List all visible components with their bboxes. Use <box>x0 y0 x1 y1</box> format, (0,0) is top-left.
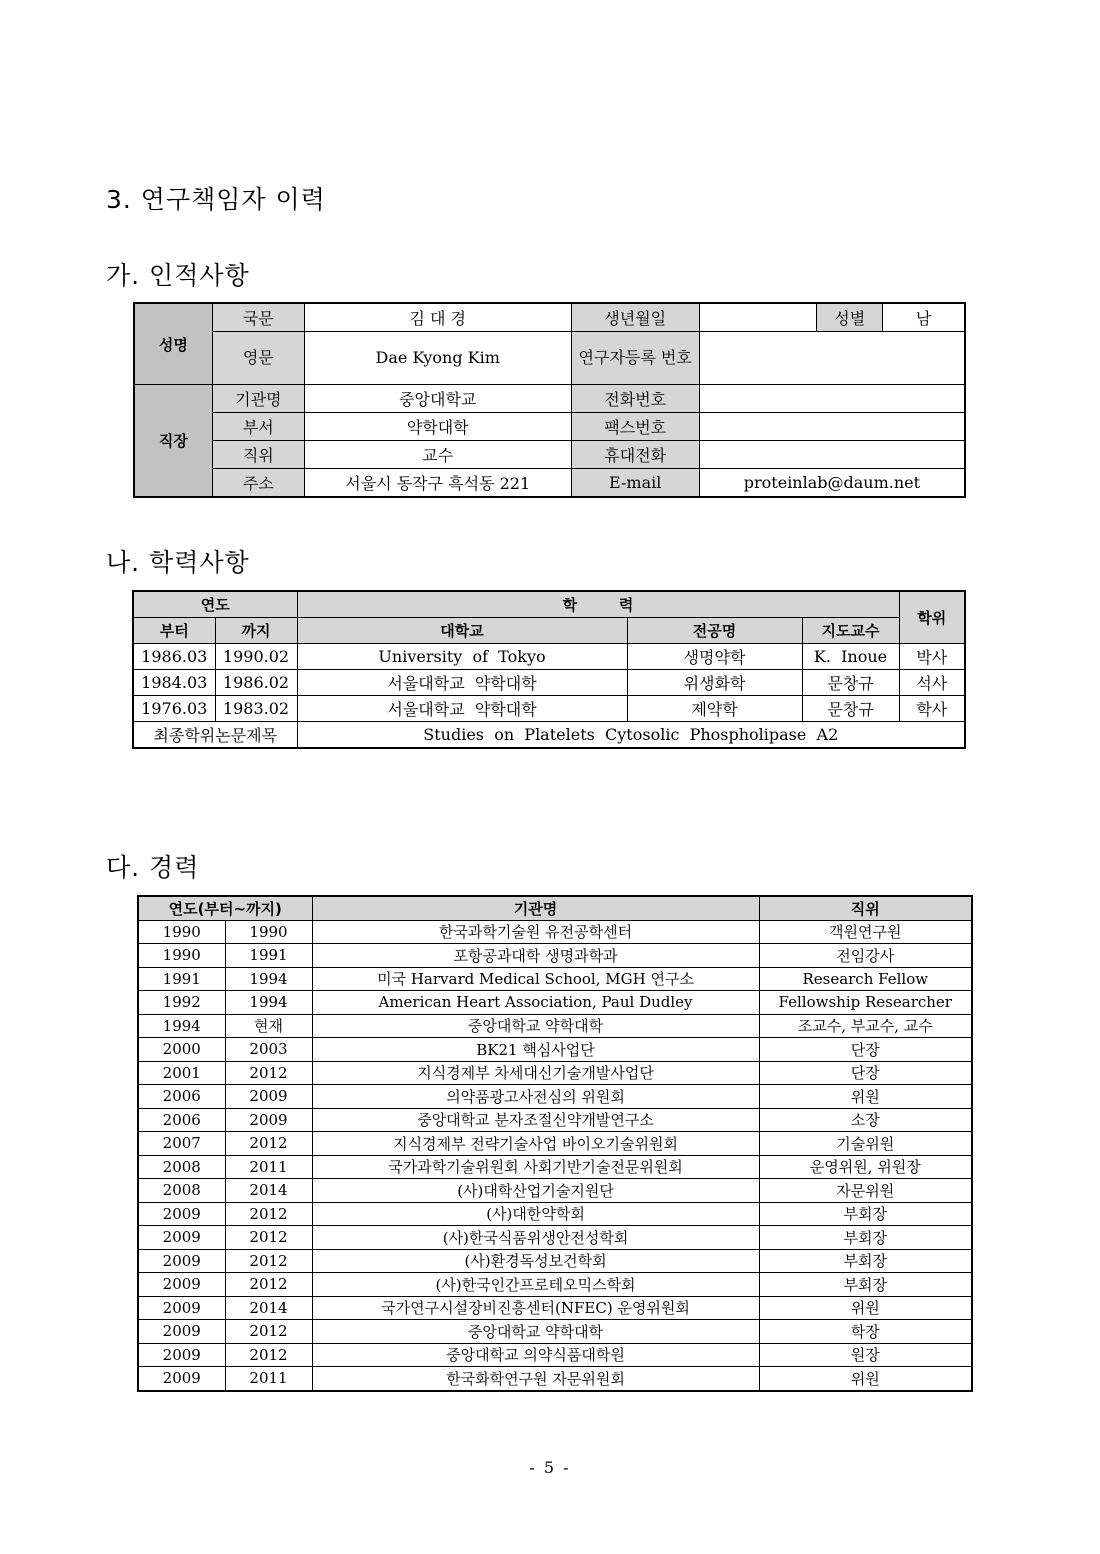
birth-date-value <box>699 303 816 332</box>
career-position: 부회장 <box>759 1249 972 1273</box>
table-row <box>138 1296 972 1320</box>
mobile-value <box>699 441 965 469</box>
institution-value: 중앙대학교 <box>304 385 571 413</box>
career-institution: 포항공과대학 생명과학과 <box>312 944 759 968</box>
career-institution: 중앙대학교 약학대학 <box>312 1320 759 1344</box>
phone-value <box>699 385 965 413</box>
phone-label: 전화번호 <box>571 385 699 413</box>
career-to: 2012 <box>225 1132 312 1156</box>
edu-advisor: K. Inoue <box>802 644 899 670</box>
career-from: 2009 <box>138 1249 225 1273</box>
career-to: 2003 <box>225 1038 312 1062</box>
career-position: 부회장 <box>759 1273 972 1297</box>
career-from: 2009 <box>138 1226 225 1250</box>
edu-major: 위생화학 <box>627 670 802 696</box>
career-from: 2006 <box>138 1108 225 1132</box>
table-row <box>138 1367 972 1391</box>
career-to: 2012 <box>225 1202 312 1226</box>
table-row <box>138 1085 972 1109</box>
korean-name-label: 국문 <box>212 303 304 332</box>
career-header-institution: 기관명 <box>312 896 759 920</box>
table-row <box>138 967 972 991</box>
edu-from: 1984.03 <box>133 670 215 696</box>
career-position: 객원연구원 <box>759 920 972 944</box>
career-from: 2008 <box>138 1179 225 1203</box>
career-position: 단장 <box>759 1061 972 1085</box>
edu-header-from: 부터 <box>133 618 215 644</box>
career-from: 1994 <box>138 1014 225 1038</box>
career-to: 2012 <box>225 1249 312 1273</box>
table-row <box>138 1179 972 1203</box>
career-to: 1994 <box>225 991 312 1015</box>
career-institution: 지식경제부 전략기술사업 바이오기술위원회 <box>312 1132 759 1156</box>
personal-info-table <box>133 302 966 498</box>
career-institution: 지식경제부 차세대신기술개발사업단 <box>312 1061 759 1085</box>
gender-value: 남 <box>883 303 965 332</box>
table-row <box>133 696 965 722</box>
page-number: - 5 - <box>529 1458 571 1477</box>
career-institution: (사)한국인간프로테오믹스학회 <box>312 1273 759 1297</box>
career-institution: (사)대한약학회 <box>312 1202 759 1226</box>
table-row <box>133 670 965 696</box>
career-institution: 중앙대학교 약학대학 <box>312 1014 759 1038</box>
edu-header-to: 까지 <box>215 618 297 644</box>
edu-advisor: 문창규 <box>802 670 899 696</box>
career-to: 현재 <box>225 1014 312 1038</box>
edu-major: 생명약학 <box>627 644 802 670</box>
edu-university: University of Tokyo <box>297 644 627 670</box>
career-position: 전임강사 <box>759 944 972 968</box>
fax-value <box>699 413 965 441</box>
career-from: 2009 <box>138 1367 225 1391</box>
career-from: 2007 <box>138 1132 225 1156</box>
table-row <box>138 1155 972 1179</box>
career-to: 2009 <box>225 1108 312 1132</box>
career-header-period: 연도(부터~까지) <box>138 896 312 920</box>
career-from: 2000 <box>138 1038 225 1062</box>
career-institution: 국가과학기술위원회 사회기반기술전문위원회 <box>312 1155 759 1179</box>
edu-from: 1986.03 <box>133 644 215 670</box>
edu-university: 서울대학교 약학대학 <box>297 696 627 722</box>
career-to: 1994 <box>225 967 312 991</box>
table-row <box>138 1226 972 1250</box>
table-row <box>138 1343 972 1367</box>
table-row <box>138 1202 972 1226</box>
career-to: 1991 <box>225 944 312 968</box>
career-position: 조교수, 부교수, 교수 <box>759 1014 972 1038</box>
career-institution: BK21 핵심사업단 <box>312 1038 759 1062</box>
gender-label: 성별 <box>817 303 883 332</box>
career-to: 2009 <box>225 1085 312 1109</box>
table-row <box>138 1108 972 1132</box>
career-to: 2014 <box>225 1179 312 1203</box>
career-institution: (사)대학산업기술지원단 <box>312 1179 759 1203</box>
edu-to: 1990.02 <box>215 644 297 670</box>
edu-degree: 학사 <box>899 696 965 722</box>
career-position: 자문위원 <box>759 1179 972 1203</box>
email-value: proteinlab@daum.net <box>699 469 965 498</box>
table-row <box>138 1249 972 1273</box>
career-institution: 중앙대학교 분자조절신약개발연구소 <box>312 1108 759 1132</box>
table-row <box>138 1273 972 1297</box>
career-from: 2001 <box>138 1061 225 1085</box>
table-row <box>138 920 972 944</box>
department-label: 부서 <box>212 413 304 441</box>
table-row <box>138 1014 972 1038</box>
career-position: 부회장 <box>759 1226 972 1250</box>
edu-to: 1983.02 <box>215 696 297 722</box>
career-header-position: 직위 <box>759 896 972 920</box>
career-institution: 한국화학연구원 자문위원회 <box>312 1367 759 1391</box>
birth-date-label: 생년월일 <box>571 303 699 332</box>
edu-major: 제약학 <box>627 696 802 722</box>
education-table <box>132 590 966 749</box>
table-row <box>138 991 972 1015</box>
position-label: 직위 <box>212 441 304 469</box>
workplace-label: 직장 <box>134 385 212 498</box>
career-position: 운영위원, 위원장 <box>759 1155 972 1179</box>
career-institution: 의약품광고사전심의 위원회 <box>312 1085 759 1109</box>
table-row <box>138 1061 972 1085</box>
table-row <box>138 1132 972 1156</box>
thesis-title-value: Studies on Platelets Cytosolic Phospholipase A2 <box>297 722 965 749</box>
department-value: 약학대학 <box>304 413 571 441</box>
career-from: 2009 <box>138 1273 225 1297</box>
edu-from: 1976.03 <box>133 696 215 722</box>
career-from: 2009 <box>138 1202 225 1226</box>
researcher-number-label: 연구자등록 번호 <box>571 332 699 385</box>
career-to: 2012 <box>225 1226 312 1250</box>
career-position: 위원 <box>759 1367 972 1391</box>
edu-university: 서울대학교 약학대학 <box>297 670 627 696</box>
career-from: 1991 <box>138 967 225 991</box>
career-to: 2014 <box>225 1296 312 1320</box>
career-position: 원장 <box>759 1343 972 1367</box>
career-institution: 미국 Harvard Medical School, MGH 연구소 <box>312 967 759 991</box>
career-position: 학장 <box>759 1320 972 1344</box>
career-from: 2006 <box>138 1085 225 1109</box>
career-position: 기술위원 <box>759 1132 972 1156</box>
career-to: 2012 <box>225 1320 312 1344</box>
career-from: 2008 <box>138 1155 225 1179</box>
career-institution: American Heart Association, Paul Dudley <box>312 991 759 1015</box>
career-institution: 한국과학기술원 유전공학센터 <box>312 920 759 944</box>
career-institution: (사)환경독성보건학회 <box>312 1249 759 1273</box>
career-institution: (사)한국식품위생안전성학회 <box>312 1226 759 1250</box>
career-position: Fellowship Researcher <box>759 991 972 1015</box>
career-to: 1990 <box>225 920 312 944</box>
thesis-title-label: 최종학위논문제목 <box>133 722 297 749</box>
career-to: 2011 <box>225 1367 312 1391</box>
fax-label: 팩스번호 <box>571 413 699 441</box>
career-to: 2011 <box>225 1155 312 1179</box>
edu-to: 1986.02 <box>215 670 297 696</box>
career-from: 1990 <box>138 920 225 944</box>
edu-header-education: 학 력 <box>297 591 899 618</box>
table-row <box>133 644 965 670</box>
career-heading: 다. 경력 <box>106 853 200 882</box>
career-position: 단장 <box>759 1038 972 1062</box>
career-from: 1992 <box>138 991 225 1015</box>
name-label: 성명 <box>134 303 212 385</box>
career-from: 2009 <box>138 1343 225 1367</box>
edu-header-degree: 학위 <box>899 591 965 644</box>
career-from: 2009 <box>138 1296 225 1320</box>
edu-header-advisor: 지도교수 <box>802 618 899 644</box>
institution-label: 기관명 <box>212 385 304 413</box>
researcher-number-value <box>699 332 965 385</box>
email-label: E-mail <box>571 469 699 498</box>
edu-header-university: 대학교 <box>297 618 627 644</box>
english-name-value: Dae Kyong Kim <box>304 332 571 385</box>
career-position: 부회장 <box>759 1202 972 1226</box>
career-position: 위원 <box>759 1296 972 1320</box>
table-row <box>138 944 972 968</box>
career-position: 위원 <box>759 1085 972 1109</box>
career-institution: 국가연구시설장비진흥센터(NFEC) 운영위원회 <box>312 1296 759 1320</box>
english-name-label: 영문 <box>212 332 304 385</box>
career-to: 2012 <box>225 1273 312 1297</box>
address-label: 주소 <box>212 469 304 498</box>
korean-name-value: 김 대 경 <box>304 303 571 332</box>
address-value: 서울시 동작구 흑석동 221 <box>304 469 571 498</box>
career-position: 소장 <box>759 1108 972 1132</box>
edu-degree: 석사 <box>899 670 965 696</box>
education-heading: 나. 학력사항 <box>106 548 250 577</box>
position-value: 교수 <box>304 441 571 469</box>
career-from: 2009 <box>138 1320 225 1344</box>
mobile-label: 휴대전화 <box>571 441 699 469</box>
edu-advisor: 문창규 <box>802 696 899 722</box>
edu-degree: 박사 <box>899 644 965 670</box>
personal-info-heading: 가. 인적사항 <box>106 261 250 290</box>
career-from: 1990 <box>138 944 225 968</box>
career-table <box>137 895 973 1392</box>
section-title: 3. 연구책임자 이력 <box>106 185 326 214</box>
edu-header-year: 연도 <box>133 591 297 618</box>
career-to: 2012 <box>225 1061 312 1085</box>
career-to: 2012 <box>225 1343 312 1367</box>
edu-header-major: 전공명 <box>627 618 802 644</box>
career-institution: 중앙대학교 의약식품대학원 <box>312 1343 759 1367</box>
career-position: Research Fellow <box>759 967 972 991</box>
table-row <box>138 1320 972 1344</box>
table-row <box>138 1038 972 1062</box>
